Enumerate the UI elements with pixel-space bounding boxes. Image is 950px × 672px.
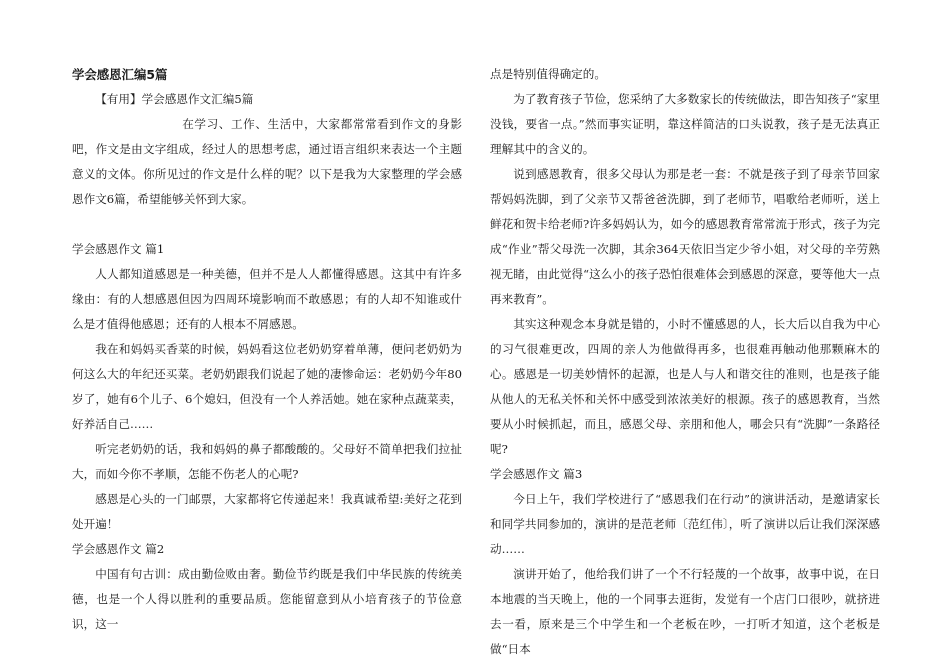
essay-heading-2: 学会感恩作文 篇2 xyxy=(72,542,165,556)
document-subtitle: 【有用】学会感恩作文汇编5篇 xyxy=(95,92,254,106)
document-title: 学会感恩汇编5篇 xyxy=(72,67,168,82)
essay1-paragraph: 听完老奶奶的话，我和妈妈的鼻子都酸酸的。父母好不简单把我们拉扯大，而如今你不孝顺，怎能不伤老人的心呢? xyxy=(72,442,462,481)
essay1-paragraph: 人人都知道感恩是一种美德，但并不是人人都懂得感恩。这其中有许多缘由：有的人想感恩但因为四周环境影响而不敢感恩；有的人却不知谁或什么是才值得他感恩；还有的人根本不屑感恩。 xyxy=(72,267,462,331)
essay-heading-1: 学会感恩作文 篇1 xyxy=(72,242,165,256)
right-column xyxy=(490,62,880,662)
essay2-paragraph: 其实这种观念本身就是错的，小时不懂感恩的人，长大后以自我为中心的习气很难更改，四周的亲人为他做得再多，也很难再触动他那颗麻木的心。感恩是一切美妙情怀的起源，也是人与人和谐交往的准则，也是孩子能从他人的无私关怀和关怀中感受到浓浓美好的根源。孩子的感恩教育，当然要从小时候抓起，而且，感恩父母、亲朋和他人，哪会只有“洗脚”一条路径呢? xyxy=(490,317,880,456)
intro-paragraph: 在学习、工作、生活中，大家都常常看到作文的身影吧，作文是由文字组成，经过人的思想考虑，通过语言组织来表达一个主题意义的文体。你所见过的作文是什么样的呢？以下是我为大家整理的学会感恩作文6篇，希望能够关怀到大家。 xyxy=(72,117,462,206)
essay-heading-3: 学会感恩作文 篇3 xyxy=(490,467,583,481)
essay2-paragraph: 中国有句古训：成由勤俭败由奢。勤俭节约既是我们中华民族的传统美德，也是一个人得以胜利的重要品质。您能留意到从小培育孩子的节俭意识，这一 xyxy=(72,567,462,631)
essay1-paragraph: 我在和妈妈买香菜的时候，妈妈看这位老奶奶穿着单薄，便问老奶奶为何这么大的年纪还买菜。老奶奶跟我们说起了她的凄惨命运：老奶奶今年80岁了，她有6个儿子、6个媳妇，但没有一个人养活她。她在家种点蔬菜卖，好养活自己…… xyxy=(72,342,462,431)
essay2-paragraph: 说到感恩教育，很多父母认为那是老一套：不就是孩子到了母亲节回家帮妈妈洗脚，到了父亲节又帮爸爸洗脚，到了老师节，唱歌给老师听，送上鲜花和贺卡给老师?许多妈妈认为，如今的感恩教育常常流于形式，孩子为完成“作业”帮父母洗一次脚，其余364天依旧当定少爷小姐，对父母的辛劳熟视无睹，由此觉得“这么小的孩子恐怕很难体会到感恩的深意，要等他大一点再来教育”。 xyxy=(490,167,880,306)
blank-line xyxy=(72,212,462,237)
left-column xyxy=(72,62,462,631)
essay3-paragraph: 今日上午，我们学校进行了“感恩我们在行动”的演讲活动，是邀请家长和同学共同参加的，演讲的是范老师〔范红伟〕，听了演讲以后让我们深深感动…… xyxy=(490,492,880,556)
essay2-paragraph: 为了教育孩子节俭，您采纳了大多数家长的传统做法，即告知孩子“家里没钱，要省一点。”然而事实证明，靠这样简洁的口头说教，孩子是无法真正理解其中的含义的。 xyxy=(490,92,880,156)
essay1-paragraph: 感恩是心头的一门邮票，大家都将它传递起来！我真诚希望:美好之花到处开遍！ xyxy=(72,492,462,531)
essay2-paragraph-continued: 点是特别值得确定的。 xyxy=(490,67,606,81)
essay3-paragraph: 演讲开始了，他给我们讲了一个不行轻蔑的一个故事，故事中说，在日本地震的当天晚上，他的一个同事去逛街，发觉有一个店门口很吵，就挤进去一看，原来是三个中学生和一个老板在吵，一打听才知道，这个老板是做“日本 xyxy=(490,567,880,656)
